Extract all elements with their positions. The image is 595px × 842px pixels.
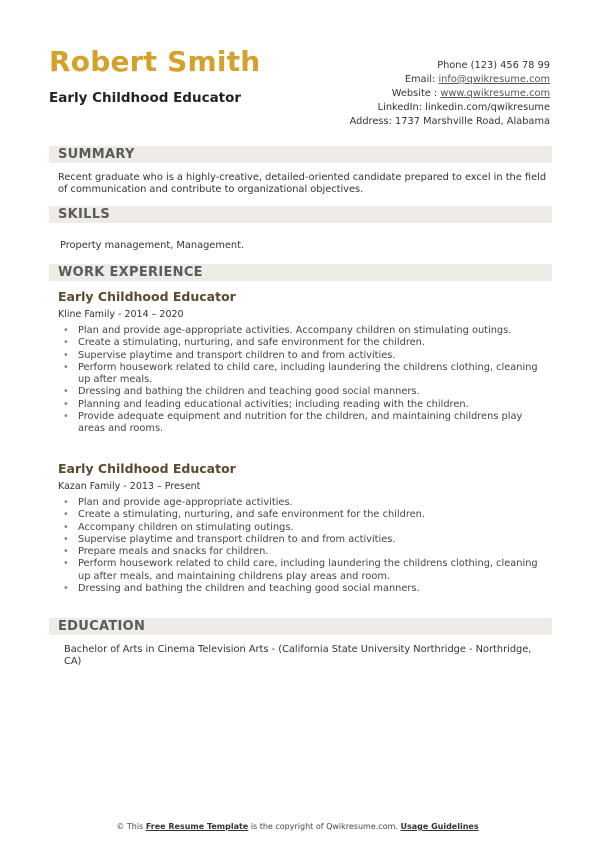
bullet-text: Supervise playtime and transport children to and from activities.: [78, 533, 396, 545]
list-item: [58, 497, 550, 509]
bullet-icon: •: [63, 325, 69, 336]
bullet-text: Planning and leading educational activities; including reading with the children.: [78, 398, 469, 410]
summary-section-header: [49, 146, 552, 163]
job-1-title: Early Childhood Educator: [58, 289, 236, 304]
bullet-icon: •: [63, 411, 69, 423]
bullet-text: Provide adequate equipment and nutrition for the children, and maintaining childrens play areas and rooms.: [78, 411, 523, 435]
bullet-text: Perform housework related to child care, including laundering the childrens clothing, cleaning up after meals, and maintaining childrens play areas and room.: [78, 558, 538, 582]
footer-middle: is the copyright of Qwikresume.com.: [250, 822, 398, 831]
list-item: [58, 558, 550, 583]
bullet-icon: •: [63, 386, 69, 398]
bullet-text: Perform housework related to child care, including laundering the childrens clothing, cleaning up after meals.: [78, 361, 538, 386]
candidate-name: Robert Smith: [49, 45, 261, 78]
job-2-title: Early Childhood Educator: [58, 461, 236, 476]
list-item: [58, 509, 550, 521]
list-item: [58, 386, 550, 398]
list-item: [58, 522, 550, 534]
list-item: [58, 411, 550, 436]
bullet-icon: •: [63, 521, 69, 533]
bullet-icon: •: [63, 497, 69, 508]
work-heading: WORK EXPERIENCE: [58, 265, 203, 280]
education-text: Bachelor of Arts in Cinema Television Arts - (California State University Northridge - Northridge, CA): [64, 644, 532, 668]
website-link[interactable]: www.qwikresume.com: [440, 87, 550, 99]
bullet-text: Plan and provide age-appropriate activities. Accompany children on stimulating outings.: [78, 325, 512, 336]
bullet-icon: •: [63, 337, 69, 349]
list-item: [58, 362, 550, 387]
bullet-icon: •: [63, 558, 69, 570]
contact-address-row: [350, 115, 550, 129]
usage-guidelines-link[interactable]: Usage Guidelines: [400, 822, 479, 831]
list-item: [58, 534, 550, 546]
job-1-separator: -: [118, 309, 125, 320]
bullet-icon: •: [63, 509, 69, 521]
job-2-dates: 2013 – Present: [129, 481, 201, 492]
candidate-title: Early Childhood Educator: [49, 90, 242, 106]
bullet-icon: •: [63, 546, 69, 558]
contact-phone-row: [350, 59, 550, 73]
bullet-text: Prepare meals and snacks for children.: [78, 546, 269, 558]
work-section-header: [49, 264, 552, 281]
contact-email-row: [350, 73, 550, 87]
bullet-icon: •: [63, 398, 69, 410]
contact-linkedin-row: [350, 101, 550, 115]
summary-heading: SUMMARY: [58, 147, 135, 162]
contact-website-row: [350, 87, 550, 101]
bullet-text: Create a stimulating, nurturing, and safe environment for the children.: [78, 509, 425, 521]
job-2-separator: -: [123, 481, 130, 492]
bullet-text: Dressing and bathing the children and teaching good social manners.: [78, 583, 420, 595]
footer: [0, 822, 595, 831]
job-2-meta: [58, 481, 200, 492]
linkedin-label: LinkedIn:: [377, 101, 423, 113]
education-heading: EDUCATION: [58, 619, 146, 634]
website-label: Website :: [391, 87, 438, 99]
linkedin-value: linkedin.com/qwikresume: [425, 101, 550, 113]
bullet-text: Accompany children on stimulating outings.: [78, 521, 294, 533]
job-1-employer: Kline Family: [58, 309, 115, 320]
job-1-dates: 2014 – 2020: [124, 309, 184, 320]
bullet-text: Supervise playtime and transport children to and from activities.: [78, 349, 396, 361]
bullet-icon: •: [63, 349, 69, 361]
job-1-meta: [58, 309, 184, 320]
phone-value: (123) 456 78 99: [470, 60, 550, 71]
list-item: [58, 583, 550, 595]
summary-text: Recent graduate who is a highly-creative, detailed-oriented candidate prepared to excel in the field of communication and contribute to organizational objectives.: [58, 172, 547, 196]
skills-text: Property management, Management.: [60, 240, 245, 251]
list-item: [58, 337, 550, 349]
contact-block: [350, 59, 550, 129]
education-section-header: [49, 618, 552, 635]
bullet-text: Plan and provide age-appropriate activities.: [78, 497, 293, 508]
bullet-icon: •: [63, 583, 69, 595]
list-item: [58, 325, 550, 337]
bullet-icon: •: [63, 361, 69, 373]
list-item: [58, 399, 550, 411]
job-2-employer: Kazan Family: [58, 481, 121, 492]
list-item: [58, 350, 550, 362]
address-label: Address:: [349, 115, 392, 127]
free-resume-template-link[interactable]: Free Resume Template: [145, 822, 249, 831]
bullet-text: Create a stimulating, nurturing, and safe environment for the children.: [78, 337, 425, 349]
job-2-bullets: [58, 497, 550, 595]
job-1-bullets: [58, 325, 550, 436]
bullet-icon: •: [63, 533, 69, 545]
email-label: Email:: [404, 73, 436, 85]
list-item: [58, 546, 550, 558]
skills-section-header: [49, 206, 552, 223]
footer-prefix: © This: [116, 822, 144, 831]
email-link[interactable]: info@qwikresume.com: [438, 73, 550, 85]
skills-heading: SKILLS: [58, 207, 111, 222]
phone-label: Phone: [437, 60, 468, 71]
address-value: 1737 Marshville Road, Alabama: [395, 115, 550, 127]
bullet-text: Dressing and bathing the children and teaching good social manners.: [78, 386, 420, 398]
